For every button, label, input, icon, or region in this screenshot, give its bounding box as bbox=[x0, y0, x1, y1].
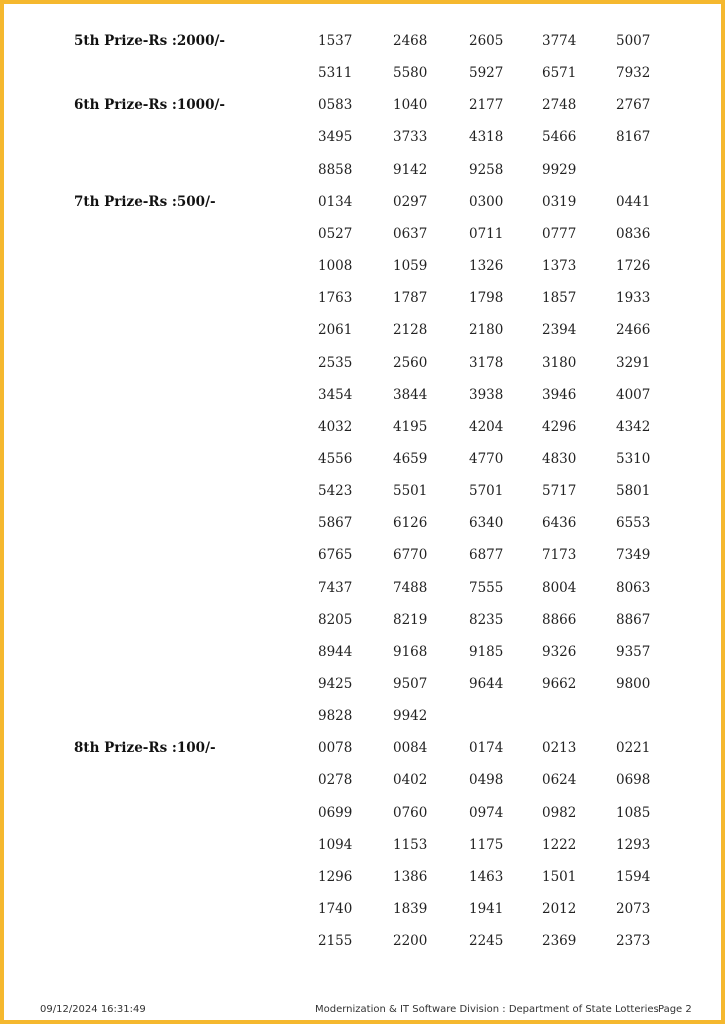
winning-number: 0698 bbox=[616, 772, 651, 789]
winning-number: 0441 bbox=[616, 193, 651, 210]
winning-number: 6770 bbox=[393, 547, 428, 564]
prize-label: 6th Prize-Rs :1000/- bbox=[74, 97, 226, 114]
winning-number: 3733 bbox=[393, 129, 428, 146]
winning-number: 4830 bbox=[542, 450, 577, 467]
winning-number: 5580 bbox=[393, 65, 428, 82]
winning-number: 3454 bbox=[318, 386, 353, 403]
winning-number: 8944 bbox=[318, 643, 353, 660]
winning-number: 6877 bbox=[469, 547, 504, 564]
winning-number: 2061 bbox=[318, 322, 353, 339]
winning-number: 9828 bbox=[318, 708, 353, 725]
winning-number: 6436 bbox=[542, 515, 577, 532]
winning-number: 5867 bbox=[318, 515, 353, 532]
winning-number: 0278 bbox=[318, 772, 353, 789]
winning-number: 1857 bbox=[542, 290, 577, 307]
winning-number: 1373 bbox=[542, 258, 577, 275]
winning-number: 2200 bbox=[393, 933, 428, 950]
winning-number: 0527 bbox=[318, 225, 353, 242]
winning-number: 1008 bbox=[318, 258, 353, 275]
winning-number: 9800 bbox=[616, 676, 651, 692]
winning-number: 1326 bbox=[469, 258, 504, 275]
winning-number: 5717 bbox=[542, 483, 577, 500]
winning-number: 9942 bbox=[393, 708, 428, 725]
winning-number: 2177 bbox=[469, 97, 504, 114]
winning-number: 5501 bbox=[393, 483, 428, 500]
winning-number: 0498 bbox=[469, 772, 504, 789]
winning-number: 7555 bbox=[469, 579, 504, 596]
winning-number: 0777 bbox=[542, 225, 577, 242]
winning-number: 7488 bbox=[393, 579, 428, 596]
winning-number: 5801 bbox=[616, 483, 651, 500]
winning-number: 1726 bbox=[616, 258, 651, 275]
winning-number: 9644 bbox=[469, 676, 504, 692]
winning-number: 0711 bbox=[469, 225, 504, 242]
winning-number: 9326 bbox=[542, 643, 577, 660]
winning-number: 1175 bbox=[469, 836, 504, 853]
winning-number: 5423 bbox=[318, 483, 353, 500]
winning-number: 0078 bbox=[318, 740, 353, 757]
winning-number: 0974 bbox=[469, 804, 504, 821]
winning-number: 1153 bbox=[393, 836, 428, 853]
winning-number: 1386 bbox=[393, 868, 428, 885]
winning-number: 2245 bbox=[469, 933, 504, 950]
winning-number: 2369 bbox=[542, 933, 577, 950]
winning-number: 9425 bbox=[318, 676, 353, 692]
footer-division: Modernization & IT Software Division : Department of State Lotteries bbox=[315, 1004, 659, 1015]
winning-number: 3291 bbox=[616, 354, 651, 371]
winning-number: 0084 bbox=[393, 740, 428, 757]
winning-number: 4342 bbox=[616, 418, 651, 435]
winning-number: 2180 bbox=[469, 322, 504, 339]
winning-number: 4770 bbox=[469, 450, 504, 467]
winning-number: 2468 bbox=[393, 33, 428, 49]
footer-timestamp: 09/12/2024 16:31:49 bbox=[40, 1004, 146, 1015]
winning-number: 8205 bbox=[318, 611, 353, 628]
prize-label: 5th Prize-Rs :2000/- bbox=[74, 33, 226, 49]
winning-number: 0319 bbox=[542, 193, 577, 210]
winning-number: 9662 bbox=[542, 676, 577, 692]
winning-number: 1293 bbox=[616, 836, 651, 853]
winning-number: 3844 bbox=[393, 386, 428, 403]
winning-number: 2155 bbox=[318, 933, 353, 950]
winning-number: 8219 bbox=[393, 611, 428, 628]
winning-number: 8867 bbox=[616, 611, 651, 628]
winning-number: 0402 bbox=[393, 772, 428, 789]
winning-number: 0134 bbox=[318, 193, 353, 210]
winning-number: 3178 bbox=[469, 354, 504, 371]
winning-number: 5310 bbox=[616, 450, 651, 467]
winning-number: 1040 bbox=[393, 97, 428, 114]
winning-number: 3938 bbox=[469, 386, 504, 403]
winning-number: 9258 bbox=[469, 161, 504, 178]
winning-number: 1222 bbox=[542, 836, 577, 853]
winning-number: 0982 bbox=[542, 804, 577, 821]
winning-number: 4318 bbox=[469, 129, 504, 146]
winning-number: 2535 bbox=[318, 354, 353, 371]
winning-number: 2128 bbox=[393, 322, 428, 339]
winning-number: 3180 bbox=[542, 354, 577, 371]
winning-number: 0221 bbox=[616, 740, 651, 757]
winning-number: 1941 bbox=[469, 901, 504, 918]
winning-number: 6765 bbox=[318, 547, 353, 564]
winning-number: 8004 bbox=[542, 579, 577, 596]
winning-number: 9185 bbox=[469, 643, 504, 660]
winning-number: 6571 bbox=[542, 65, 577, 82]
winning-number: 1787 bbox=[393, 290, 428, 307]
winning-number: 8858 bbox=[318, 161, 353, 178]
winning-number: 6126 bbox=[393, 515, 428, 532]
winning-number: 2748 bbox=[542, 97, 577, 114]
winning-number: 0836 bbox=[616, 225, 651, 242]
winning-number: 3495 bbox=[318, 129, 353, 146]
winning-number: 4007 bbox=[616, 386, 651, 403]
winning-number: 9357 bbox=[616, 643, 651, 660]
winning-number: 1933 bbox=[616, 290, 651, 307]
prize-label: 8th Prize-Rs :100/- bbox=[74, 740, 216, 757]
winning-number: 5701 bbox=[469, 483, 504, 500]
winning-number: 0300 bbox=[469, 193, 504, 210]
winning-number: 4032 bbox=[318, 418, 353, 435]
winning-number: 0637 bbox=[393, 225, 428, 242]
winning-number: 2373 bbox=[616, 933, 651, 950]
winning-number: 2767 bbox=[616, 97, 651, 114]
winning-number: 1059 bbox=[393, 258, 428, 275]
winning-number: 4556 bbox=[318, 450, 353, 467]
winning-number: 9507 bbox=[393, 676, 428, 692]
winning-number: 2073 bbox=[616, 901, 651, 918]
winning-number: 1501 bbox=[542, 868, 577, 885]
winning-number: 0699 bbox=[318, 804, 353, 821]
winning-number: 1094 bbox=[318, 836, 353, 853]
winning-number: 6553 bbox=[616, 515, 651, 532]
winning-number: 0760 bbox=[393, 804, 428, 821]
winning-number: 5466 bbox=[542, 129, 577, 146]
winning-number: 1296 bbox=[318, 868, 353, 885]
winning-number: 1594 bbox=[616, 868, 651, 885]
winning-number: 8063 bbox=[616, 579, 651, 596]
winning-number: 7932 bbox=[616, 65, 651, 82]
winning-number: 0624 bbox=[542, 772, 577, 789]
winning-number: 5311 bbox=[318, 65, 353, 82]
winning-number: 1763 bbox=[318, 290, 353, 307]
winning-number: 2466 bbox=[616, 322, 651, 339]
winning-number: 8235 bbox=[469, 611, 504, 628]
winning-number: 1740 bbox=[318, 901, 353, 918]
winning-number: 4195 bbox=[393, 418, 428, 435]
winning-number: 2394 bbox=[542, 322, 577, 339]
winning-number: 9142 bbox=[393, 161, 428, 178]
winning-number: 4659 bbox=[393, 450, 428, 467]
winning-number: 5927 bbox=[469, 65, 504, 82]
winning-number: 0213 bbox=[542, 740, 577, 757]
winning-number: 6340 bbox=[469, 515, 504, 532]
winning-number: 2605 bbox=[469, 33, 504, 49]
winning-number: 3946 bbox=[542, 386, 577, 403]
winning-number: 0583 bbox=[318, 97, 353, 114]
winning-number: 1085 bbox=[616, 804, 651, 821]
winning-number: 7349 bbox=[616, 547, 651, 564]
winning-number: 0174 bbox=[469, 740, 504, 757]
footer-page-number: Page 2 bbox=[658, 1004, 692, 1015]
winning-number: 8167 bbox=[616, 129, 651, 146]
prize-label: 7th Prize-Rs :500/- bbox=[74, 193, 216, 210]
winning-number: 1798 bbox=[469, 290, 504, 307]
winning-number: 4296 bbox=[542, 418, 577, 435]
winning-number: 2012 bbox=[542, 901, 577, 918]
winning-number: 9929 bbox=[542, 161, 577, 178]
winning-number: 8866 bbox=[542, 611, 577, 628]
winning-number: 9168 bbox=[393, 643, 428, 660]
winning-number: 5007 bbox=[616, 33, 651, 49]
winning-number: 1537 bbox=[318, 33, 353, 49]
winning-number: 7437 bbox=[318, 579, 353, 596]
winning-number: 4204 bbox=[469, 418, 504, 435]
winning-number: 3774 bbox=[542, 33, 577, 49]
winning-number: 2560 bbox=[393, 354, 428, 371]
winning-number: 0297 bbox=[393, 193, 428, 210]
winning-number: 1839 bbox=[393, 901, 428, 918]
winning-number: 1463 bbox=[469, 868, 504, 885]
winning-number: 7173 bbox=[542, 547, 577, 564]
